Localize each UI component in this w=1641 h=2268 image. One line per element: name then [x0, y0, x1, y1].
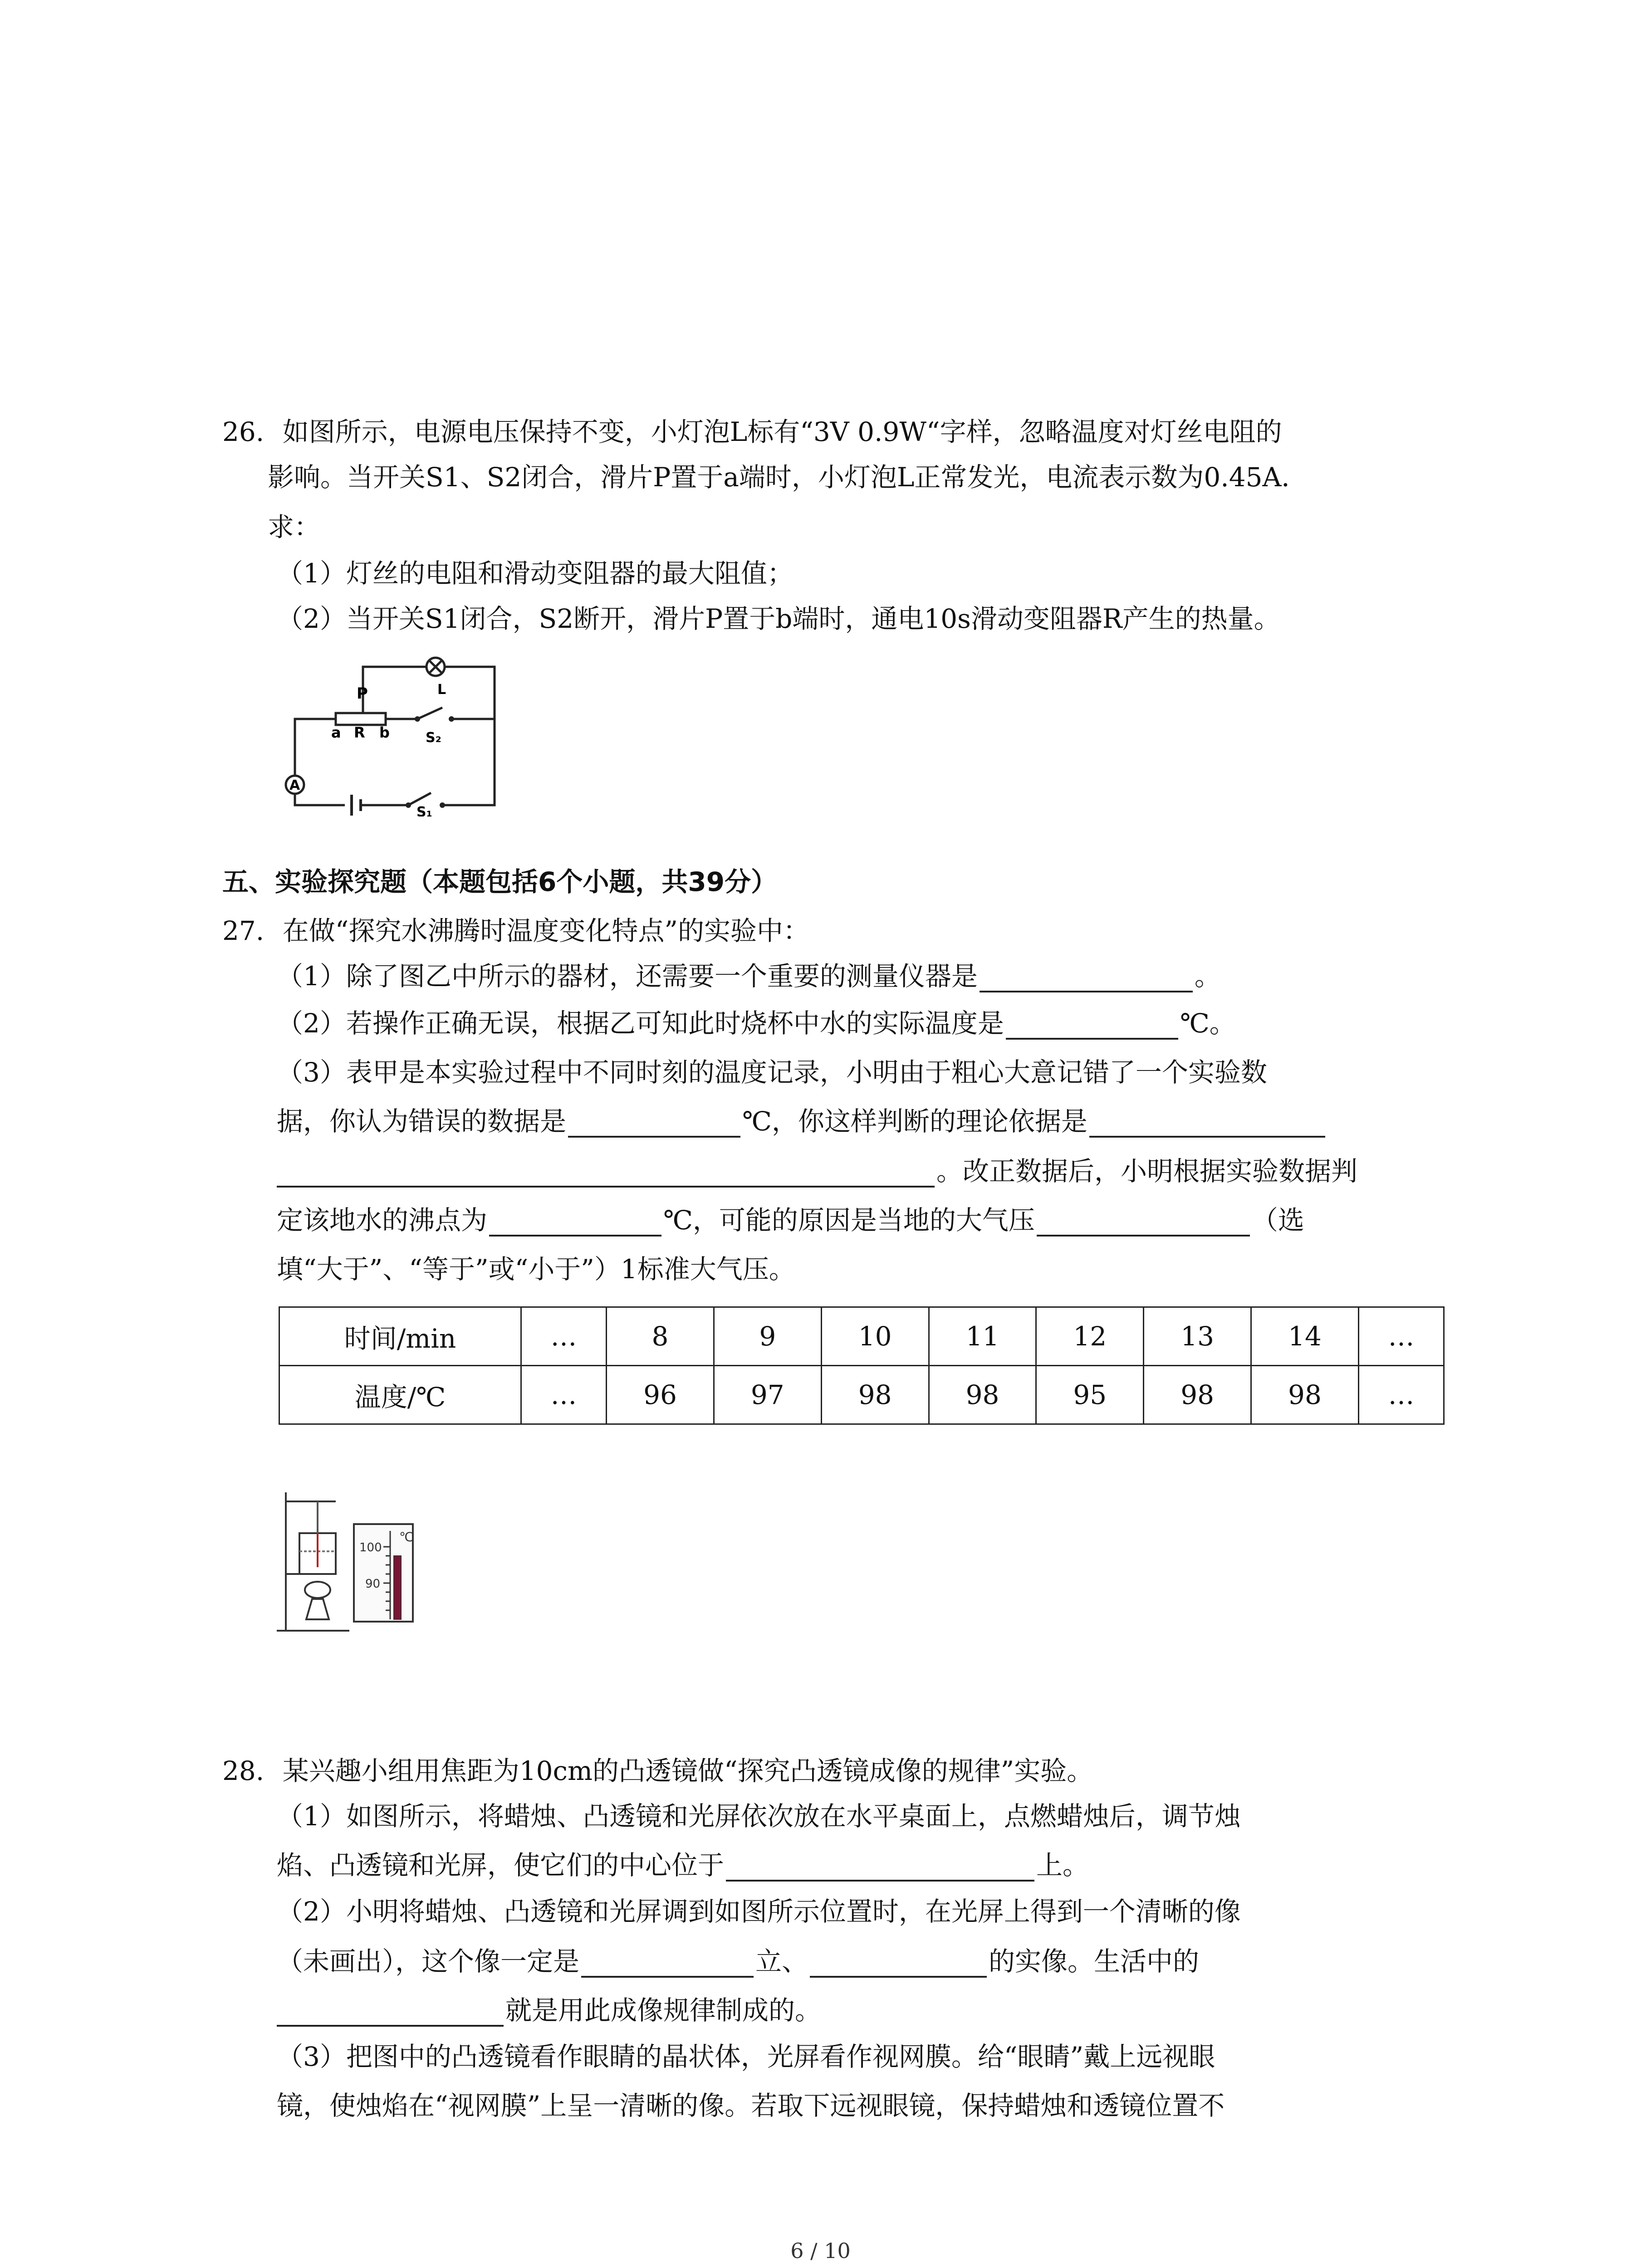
section-title: 五、实验探究题（本题包括6个小题，共39分）: [222, 866, 778, 897]
q27-sub3-line5: 填“大于”、“等于”或“小于”）1标准大气压。: [277, 1254, 795, 1285]
q27-blank-temp[interactable]: [1006, 1011, 1178, 1040]
q27-blank-pressure[interactable]: [1037, 1207, 1250, 1237]
q28-sub1-line1: （1）如图所示，将蜡烛、凸透镜和光屏依次放在水平桌面上，点燃蜡烛后，调节烛: [277, 1801, 1241, 1832]
q28-sub1-line2: [277, 1850, 1089, 1882]
unit-celsius: ℃: [399, 1530, 414, 1545]
time-cell: 13: [1144, 1307, 1251, 1366]
q27-blank-reason-b[interactable]: [277, 1158, 935, 1188]
q27-blank-wrong-data[interactable]: [568, 1109, 740, 1138]
q26-stem-line1: 如图所示，电源电压保持不变，小灯泡L标有“3V 0.9W“字样，忽略温度对灯丝电阻的: [282, 416, 1282, 447]
q28-sub2-line3: [277, 1995, 821, 2027]
label-l: L: [437, 682, 446, 698]
q27-sub2-text: （2）若操作正确无误，根据乙可知此时烧杯中水的实际温度是: [277, 1008, 1004, 1039]
tick-90: 90: [365, 1577, 381, 1591]
q28-sub1-end: 上。: [1036, 1850, 1089, 1881]
q28-blank-size[interactable]: [810, 1949, 987, 1978]
q27-sub3-text-e: ℃，可能的原因是当地的大气压: [663, 1205, 1035, 1236]
q27-sub3-line1: （3）表甲是本实验过程中不同时刻的温度记录，小明由于粗心大意记错了一个实验数: [277, 1057, 1267, 1088]
time-cell: 8: [607, 1307, 714, 1366]
q27-sub3-text-c: 。改正数据后，小明根据实验数据判: [936, 1156, 1358, 1187]
q27-number: 27.: [222, 915, 265, 946]
q28-sub3-line2: 镜，使烛焰在“视网膜”上呈一清晰的像。若取下远视眼镜，保持蜡烛和透镜位置不: [277, 2090, 1225, 2121]
q26-stem-line3: 求：: [268, 512, 321, 543]
label-r: R: [354, 724, 365, 741]
q28-intro: 某兴趣小组用焦距为10cm的凸透镜做“探究凸透镜成像的规律”实验。: [282, 1755, 1093, 1786]
q27-sub3-text-a: 据，你认为错误的数据是: [277, 1106, 567, 1137]
q26-stem-line2: 影响。当开关S1、S2闭合，滑片P置于a端时，小灯泡L正常发光，电流表示数为0.45A．: [268, 462, 1308, 493]
q27-sub3-line3: [277, 1156, 1357, 1188]
q27-sub2: [277, 1008, 1236, 1040]
table-row-time: [279, 1307, 1444, 1366]
q27-sub1-end: 。: [1194, 961, 1221, 992]
q27-intro: 在做“探究水沸腾时温度变化特点”的实验中：: [282, 915, 809, 946]
q27-sub3-line2: [277, 1106, 1327, 1138]
q28-line1: [222, 1755, 1093, 1787]
q28-blank-orientation[interactable]: [581, 1949, 754, 1978]
q28-blank-height[interactable]: [726, 1853, 1034, 1882]
temperature-table: [279, 1306, 1445, 1425]
boiling-apparatus-figure: [272, 1483, 445, 1637]
q26-number: 26.: [222, 416, 265, 447]
q28-sub2-text-c: 的实像。生活中的: [989, 1946, 1200, 1977]
temp-cell: …: [1358, 1366, 1444, 1424]
temp-cell: 97: [714, 1366, 821, 1424]
time-cell: 10: [821, 1307, 929, 1366]
q27-line1: [222, 915, 809, 947]
temp-header: 温度/℃: [279, 1366, 521, 1424]
time-cell: 14: [1251, 1307, 1359, 1366]
q27-sub3-text-f: （选: [1251, 1205, 1304, 1236]
label-ammeter: A: [289, 777, 300, 793]
q27-sub3-line4: [277, 1205, 1304, 1237]
q27-sub3-text-b: ℃，你这样判断的理论依据是: [742, 1106, 1087, 1137]
time-cell: …: [1358, 1307, 1444, 1366]
q27-sub1-text: （1）除了图乙中所示的器材，还需要一个重要的测量仪器是: [277, 961, 978, 992]
q26-sub2: （2）当开关S1闭合，S2断开，滑片P置于b端时，通电10s滑动变阻器R产生的热量。: [277, 603, 1280, 634]
temp-cell: 98: [821, 1366, 929, 1424]
q26-line1: [222, 416, 1282, 448]
q28-number: 28.: [222, 1755, 265, 1786]
temp-cell: …: [521, 1366, 607, 1424]
label-b: b: [379, 724, 390, 741]
q28-sub2-line1: （2）小明将蜡烛、凸透镜和光屏调到如图所示位置时，在光屏上得到一个清晰的像: [277, 1896, 1241, 1927]
q27-sub3-text-d: 定该地水的沸点为: [277, 1205, 488, 1236]
q27-sub2-end: ℃。: [1180, 1008, 1236, 1039]
temp-cell: 98: [1251, 1366, 1359, 1424]
time-cell: 11: [929, 1307, 1036, 1366]
q28-sub3-line1: （3）把图中的凸透镜看作眼睛的晶状体，光屏看作视网膜。给“眼睛”戴上远视眼: [277, 2041, 1215, 2072]
table-row-temp: [279, 1366, 1444, 1424]
q27-sub1: [277, 961, 1221, 992]
q27-blank-boiling[interactable]: [489, 1207, 661, 1237]
tick-100: 100: [359, 1541, 382, 1554]
q26-sub1: （1）灯丝的电阻和滑动变阻器的最大阻值；: [277, 558, 794, 589]
label-a: a: [331, 724, 341, 741]
q28-sub1-text: 焰、凸透镜和光屏，使它们的中心位于: [277, 1850, 725, 1881]
time-cell: …: [521, 1307, 607, 1366]
q27-blank-instrument[interactable]: [980, 963, 1193, 992]
temp-cell: 96: [607, 1366, 714, 1424]
time-header: 时间/min: [279, 1307, 521, 1366]
page-number: 6 / 10: [790, 2239, 851, 2263]
temp-cell: 98: [929, 1366, 1036, 1424]
q28-sub2-text-b: 立、: [755, 1946, 808, 1977]
q28-blank-device[interactable]: [277, 1998, 504, 2027]
circuit-diagram: [272, 653, 526, 816]
label-p: P: [357, 684, 368, 703]
time-cell: 9: [714, 1307, 821, 1366]
q28-sub2-text-d: 就是用此成像规律制成的。: [505, 1995, 822, 2026]
label-s1: S₁: [416, 804, 432, 816]
q27-blank-reason-a[interactable]: [1089, 1109, 1325, 1138]
q28-sub2-text-a: （未画出），这个像一定是: [277, 1946, 580, 1977]
temp-cell: 98: [1144, 1366, 1251, 1424]
time-cell: 12: [1036, 1307, 1144, 1366]
q28-sub2-line2: [277, 1946, 1199, 1978]
temp-cell: 95: [1036, 1366, 1144, 1424]
label-s2: S₂: [426, 730, 441, 746]
